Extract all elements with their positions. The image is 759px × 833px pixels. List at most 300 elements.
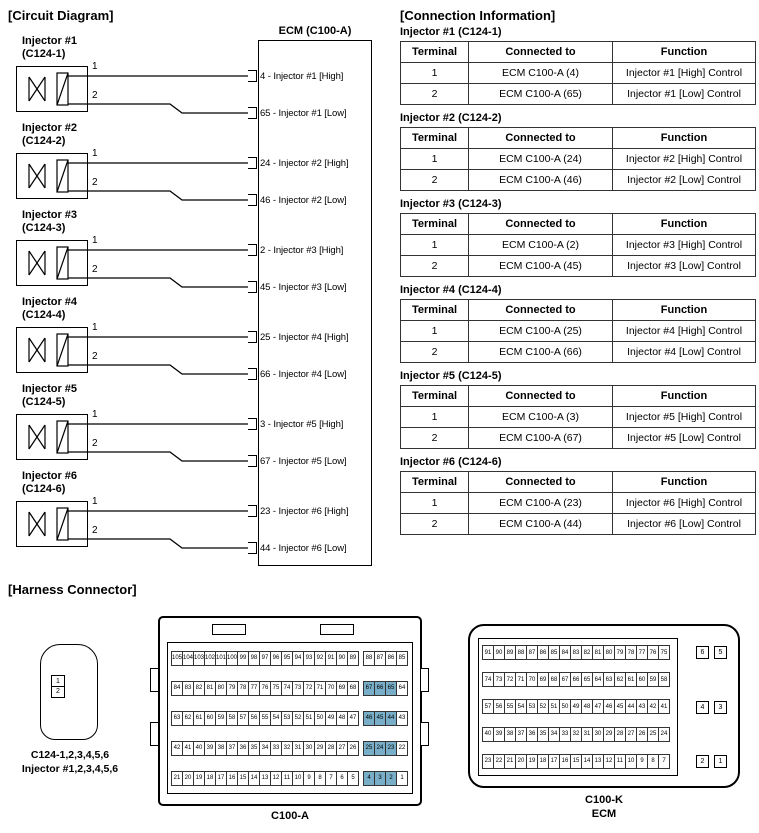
- pin-34: 34: [259, 741, 271, 756]
- column-header: Function: [613, 300, 756, 321]
- c100a-top-tab: [212, 624, 246, 635]
- table-cell: ECM C100-A (24): [469, 149, 613, 170]
- pin-10: 10: [625, 754, 637, 769]
- pin-77: 77: [248, 681, 260, 696]
- table-cell: ECM C100-A (67): [469, 428, 613, 449]
- connection-table-group: [400, 456, 756, 535]
- terminal-2-label: 2: [92, 177, 98, 188]
- pin-bracket-icon: [248, 70, 257, 82]
- c100a-side-tab: [150, 722, 159, 746]
- injector-symbol: [16, 153, 88, 199]
- pin-75: 75: [658, 645, 670, 660]
- injector-symbol: [16, 66, 88, 112]
- c100a-side-tab: [150, 668, 159, 692]
- table-cell: ECM C100-A (25): [469, 321, 613, 342]
- pin-80: 80: [603, 645, 615, 660]
- c100k-caption-ecm: ECM: [591, 808, 617, 820]
- table-cell: Injector #4 [Low] Control: [613, 342, 756, 363]
- connection-table: [400, 41, 756, 105]
- pin-bracket-icon: [248, 368, 257, 380]
- ecm-pin: [248, 156, 349, 170]
- connection-table-title: Injector #4 (C124-4): [400, 284, 502, 296]
- pin-20: 20: [182, 771, 194, 786]
- terminal-2-label: 2: [92, 264, 98, 275]
- table-cell: ECM C100-A (2): [469, 235, 613, 256]
- pin-84: 84: [171, 681, 183, 696]
- pin-78: 78: [237, 681, 249, 696]
- c100k-pin-row: [482, 754, 674, 769]
- table-cell: Injector #2 [High] Control: [613, 149, 756, 170]
- pin-79: 79: [226, 681, 238, 696]
- pin-21: 21: [504, 754, 516, 769]
- ecm-pin-label: 24 - Injector #2 [High]: [260, 157, 349, 169]
- pin-83: 83: [570, 645, 582, 660]
- pin-99: 99: [237, 651, 249, 666]
- connection-table: [400, 471, 756, 535]
- pin-103: 103: [193, 651, 205, 666]
- c100k-side-pins: [696, 646, 727, 768]
- ecm-pin: [248, 454, 347, 468]
- injector-coil-icon: [16, 414, 88, 460]
- table-cell: 1: [401, 63, 469, 84]
- pin-89: 89: [347, 651, 359, 666]
- injector-symbol: [16, 501, 88, 547]
- pin-86: 86: [537, 645, 549, 660]
- ecm-pin-label: 25 - Injector #4 [High]: [260, 331, 349, 343]
- table-cell: Injector #6 [High] Control: [613, 493, 756, 514]
- pin-71: 71: [314, 681, 326, 696]
- pin-62: 62: [182, 711, 194, 726]
- pin-87: 87: [526, 645, 538, 660]
- pin-56: 56: [248, 711, 260, 726]
- pin-bracket-icon: [248, 107, 257, 119]
- pin-57: 57: [237, 711, 249, 726]
- injector-coil-icon: [16, 153, 88, 199]
- pin-bracket-icon: [248, 331, 257, 343]
- injector-symbol: [16, 414, 88, 460]
- table-cell: ECM C100-A (3): [469, 407, 613, 428]
- pin-bracket-icon: [248, 505, 257, 517]
- pin-91: 91: [325, 651, 337, 666]
- pin-73: 73: [292, 681, 304, 696]
- pin-47: 47: [592, 699, 604, 714]
- injector-label: Injector #1 (C124-1): [22, 35, 78, 60]
- connection-table-title: Injector #2 (C124-2): [400, 112, 502, 124]
- ecm-pin-label: 23 - Injector #6 [High]: [260, 505, 349, 517]
- pin-55: 55: [504, 699, 516, 714]
- ecm-pin-label: 4 - Injector #1 [High]: [260, 70, 344, 82]
- pin-8: 8: [647, 754, 659, 769]
- connection-table-group: [400, 284, 756, 363]
- connection-table-title: Injector #1 (C124-1): [400, 26, 502, 38]
- table-cell: 2: [401, 170, 469, 191]
- table-cell: 2: [401, 428, 469, 449]
- pin-15: 15: [237, 771, 249, 786]
- connection-table-title: Injector #3 (C124-3): [400, 198, 502, 210]
- connection-tables: [400, 26, 756, 542]
- pin-43: 43: [636, 699, 648, 714]
- pin-66: 66: [374, 681, 386, 696]
- c124-caption-line1: C124-1,2,3,4,5,6: [30, 749, 110, 761]
- injector-symbol: [16, 240, 88, 286]
- table-cell: Injector #1 [Low] Control: [613, 84, 756, 105]
- pin-54: 54: [270, 711, 282, 726]
- table-cell: Injector #3 [Low] Control: [613, 256, 756, 277]
- pin-49: 49: [325, 711, 337, 726]
- pin-8: 8: [314, 771, 326, 786]
- pin-62: 62: [614, 672, 626, 687]
- ecm-pin-label: 67 - Injector #5 [Low]: [260, 455, 347, 467]
- pin-7: 7: [658, 754, 670, 769]
- pin-15: 15: [570, 754, 582, 769]
- column-header: Terminal: [401, 472, 469, 493]
- c100a-side-tab: [420, 722, 429, 746]
- pin-31: 31: [292, 741, 304, 756]
- c124-caption: [0, 748, 140, 776]
- pin-27: 27: [625, 727, 637, 742]
- c100k-caption: C100-K: [585, 794, 623, 806]
- injector-label: Injector #5 (C124-5): [22, 383, 78, 408]
- pin-27: 27: [336, 741, 348, 756]
- table-cell: ECM C100-A (45): [469, 256, 613, 277]
- pin-53: 53: [526, 699, 538, 714]
- pin-81: 81: [592, 645, 604, 660]
- pin-83: 83: [182, 681, 194, 696]
- connection-table: [400, 385, 756, 449]
- pin-61: 61: [625, 672, 637, 687]
- terminal-2-label: 2: [92, 351, 98, 362]
- pin-13: 13: [592, 754, 604, 769]
- pin-6: 6: [696, 646, 709, 659]
- terminal-2-label: 2: [92, 525, 98, 536]
- table-cell: Injector #1 [High] Control: [613, 63, 756, 84]
- pin-90: 90: [493, 645, 505, 660]
- pin-11: 11: [281, 771, 293, 786]
- table-cell: ECM C100-A (23): [469, 493, 613, 514]
- table-cell: Injector #5 [Low] Control: [613, 428, 756, 449]
- pin-26: 26: [636, 727, 648, 742]
- ecm-pin-label: 45 - Injector #3 [Low]: [260, 281, 347, 293]
- pin-11: 11: [614, 754, 626, 769]
- pin-54: 54: [515, 699, 527, 714]
- pin-55: 55: [259, 711, 271, 726]
- pin-2: 2: [696, 755, 709, 768]
- pin-69: 69: [537, 672, 549, 687]
- pin-44: 44: [385, 711, 397, 726]
- table-cell: Injector #3 [High] Control: [613, 235, 756, 256]
- pin-19: 19: [193, 771, 205, 786]
- ecm-pin: [248, 417, 343, 431]
- ecm-pin-label: 2 - Injector #3 [High]: [260, 244, 344, 256]
- pin-76: 76: [259, 681, 271, 696]
- column-header: Function: [613, 472, 756, 493]
- pin-84: 84: [559, 645, 571, 660]
- ecm-pin: [248, 243, 343, 257]
- ecm-pin: [248, 280, 347, 294]
- column-header: Connected to: [469, 42, 613, 63]
- pin-9: 9: [303, 771, 315, 786]
- ecm-title: ECM (C100-A): [278, 25, 352, 37]
- pin-74: 74: [281, 681, 293, 696]
- pin-2: 2: [385, 771, 397, 786]
- pin-63: 63: [171, 711, 183, 726]
- c100a-side-tab: [420, 668, 429, 692]
- pin-69: 69: [336, 681, 348, 696]
- pin-100: 100: [226, 651, 238, 666]
- pin-70: 70: [526, 672, 538, 687]
- pin-18: 18: [204, 771, 216, 786]
- ecm-pin: [248, 106, 347, 120]
- pin-bracket-icon: [248, 281, 257, 293]
- pin-105: 105: [171, 651, 183, 666]
- pin-57: 57: [482, 699, 494, 714]
- injector-block-3: [14, 209, 149, 289]
- pin-88: 88: [363, 651, 375, 666]
- c100a-caption: C100-A: [271, 810, 309, 822]
- pin-28: 28: [614, 727, 626, 742]
- injector-symbol: [16, 327, 88, 373]
- ecm-pin: [248, 330, 349, 344]
- pin-52: 52: [537, 699, 549, 714]
- table-cell: 2: [401, 342, 469, 363]
- pin-52: 52: [292, 711, 304, 726]
- pin-41: 41: [182, 741, 194, 756]
- column-header: Connected to: [469, 472, 613, 493]
- c124-caption-line2: Injector #1,2,3,4,5,6: [21, 763, 119, 775]
- pin-23: 23: [385, 741, 397, 756]
- terminal-1-label: 1: [92, 322, 98, 333]
- column-header: Connected to: [469, 214, 613, 235]
- injector-coil-icon: [16, 240, 88, 286]
- pin-61: 61: [193, 711, 205, 726]
- pin-5: 5: [714, 646, 727, 659]
- connection-table: [400, 127, 756, 191]
- c100k-pin-row: [482, 699, 674, 714]
- terminal-1-label: 1: [92, 148, 98, 159]
- pin-40: 40: [482, 727, 494, 742]
- pin-75: 75: [270, 681, 282, 696]
- pin-30: 30: [592, 727, 604, 742]
- pin-10: 10: [292, 771, 304, 786]
- injector-coil-icon: [16, 501, 88, 547]
- pin-29: 29: [603, 727, 615, 742]
- c124-pin-1: 1: [51, 675, 65, 687]
- pin-25: 25: [647, 727, 659, 742]
- connection-table-group: [400, 26, 756, 105]
- pin-48: 48: [336, 711, 348, 726]
- connection-table-group: [400, 112, 756, 191]
- pin-82: 82: [581, 645, 593, 660]
- pin-50: 50: [314, 711, 326, 726]
- pin-88: 88: [515, 645, 527, 660]
- pin-43: 43: [396, 711, 408, 726]
- ecm-pin-label: 44 - Injector #6 [Low]: [260, 542, 347, 554]
- pin-89: 89: [504, 645, 516, 660]
- pin-35: 35: [248, 741, 260, 756]
- pin-68: 68: [347, 681, 359, 696]
- terminal-2-label: 2: [92, 438, 98, 449]
- pin-65: 65: [385, 681, 397, 696]
- c124-connector-drawing: [40, 644, 98, 740]
- table-cell: Injector #5 [High] Control: [613, 407, 756, 428]
- table-cell: ECM C100-A (65): [469, 84, 613, 105]
- pin-36: 36: [526, 727, 538, 742]
- c100a-pin-grid: [167, 642, 413, 794]
- pin-63: 63: [603, 672, 615, 687]
- c124-pinbox: [51, 675, 65, 698]
- column-header: Function: [613, 128, 756, 149]
- pin-87: 87: [374, 651, 386, 666]
- pin-16: 16: [559, 754, 571, 769]
- c100k-side-pair: [696, 701, 727, 714]
- pin-48: 48: [581, 699, 593, 714]
- injector-label: Injector #4 (C124-4): [22, 296, 78, 321]
- table-cell: 2: [401, 514, 469, 535]
- pin-85: 85: [396, 651, 408, 666]
- pin-45: 45: [374, 711, 386, 726]
- c100k-pin-grid: [478, 638, 678, 776]
- table-cell: Injector #6 [Low] Control: [613, 514, 756, 535]
- pin-64: 64: [592, 672, 604, 687]
- table-cell: 1: [401, 407, 469, 428]
- pin-36: 36: [237, 741, 249, 756]
- pin-14: 14: [581, 754, 593, 769]
- pin-77: 77: [636, 645, 648, 660]
- injector-label: Injector #3 (C124-3): [22, 209, 78, 234]
- table-cell: 1: [401, 493, 469, 514]
- table-cell: ECM C100-A (66): [469, 342, 613, 363]
- c100a-pin-row: [171, 651, 409, 666]
- c100a-pin-row: [171, 711, 409, 726]
- table-cell: 2: [401, 256, 469, 277]
- table-cell: 1: [401, 149, 469, 170]
- terminal-1-label: 1: [92, 496, 98, 507]
- table-cell: ECM C100-A (44): [469, 514, 613, 535]
- c100k-side-pair: [696, 755, 727, 768]
- ecm-pin-label: 3 - Injector #5 [High]: [260, 418, 344, 430]
- injector-block-5: [14, 383, 149, 463]
- pin-7: 7: [325, 771, 337, 786]
- pin-80: 80: [215, 681, 227, 696]
- pin-45: 45: [614, 699, 626, 714]
- pin-37: 37: [226, 741, 238, 756]
- connection-table-group: [400, 370, 756, 449]
- circuit-diagram-section-title: [Circuit Diagram]: [8, 8, 114, 23]
- pin-13: 13: [259, 771, 271, 786]
- pin-78: 78: [625, 645, 637, 660]
- pin-33: 33: [270, 741, 282, 756]
- pin-93: 93: [303, 651, 315, 666]
- pin-5: 5: [347, 771, 359, 786]
- table-cell: Injector #2 [Low] Control: [613, 170, 756, 191]
- pin-19: 19: [526, 754, 538, 769]
- pin-3: 3: [714, 701, 727, 714]
- pin-41: 41: [658, 699, 670, 714]
- injector-coil-icon: [16, 66, 88, 112]
- connection-table-title: Injector #5 (C124-5): [400, 370, 502, 382]
- pin-72: 72: [303, 681, 315, 696]
- column-header: Function: [613, 42, 756, 63]
- c100k-side-pair: [696, 646, 727, 659]
- pin-bracket-icon: [248, 157, 257, 169]
- pin-38: 38: [504, 727, 516, 742]
- pin-42: 42: [647, 699, 659, 714]
- pin-17: 17: [548, 754, 560, 769]
- pin-bracket-icon: [248, 194, 257, 206]
- pin-25: 25: [363, 741, 375, 756]
- pin-4: 4: [696, 701, 709, 714]
- pin-37: 37: [515, 727, 527, 742]
- column-header: Terminal: [401, 128, 469, 149]
- pin-46: 46: [603, 699, 615, 714]
- pin-81: 81: [204, 681, 216, 696]
- pin-23: 23: [482, 754, 494, 769]
- pin-96: 96: [270, 651, 282, 666]
- column-header: Connected to: [469, 386, 613, 407]
- pin-40: 40: [193, 741, 205, 756]
- pin-72: 72: [504, 672, 516, 687]
- terminal-2-label: 2: [92, 90, 98, 101]
- pin-34: 34: [548, 727, 560, 742]
- pin-32: 32: [281, 741, 293, 756]
- pin-14: 14: [248, 771, 260, 786]
- table-cell: Injector #4 [High] Control: [613, 321, 756, 342]
- pin-70: 70: [325, 681, 337, 696]
- pin-76: 76: [647, 645, 659, 660]
- column-header: Function: [613, 386, 756, 407]
- pin-50: 50: [559, 699, 571, 714]
- pin-59: 59: [215, 711, 227, 726]
- pin-bracket-icon: [248, 455, 257, 467]
- pin-58: 58: [226, 711, 238, 726]
- pin-16: 16: [226, 771, 238, 786]
- pin-101: 101: [215, 651, 227, 666]
- pin-67: 67: [363, 681, 375, 696]
- pin-9: 9: [636, 754, 648, 769]
- ecm-pin: [248, 541, 347, 555]
- pin-60: 60: [636, 672, 648, 687]
- connection-information-section-title: [Connection Information]: [400, 8, 556, 23]
- column-header: Terminal: [401, 300, 469, 321]
- table-cell: ECM C100-A (46): [469, 170, 613, 191]
- ecm-pin-label: 66 - Injector #4 [Low]: [260, 368, 347, 380]
- pin-51: 51: [548, 699, 560, 714]
- pin-18: 18: [537, 754, 549, 769]
- pin-53: 53: [281, 711, 293, 726]
- column-header: Terminal: [401, 214, 469, 235]
- ecm-pin-label: 46 - Injector #2 [Low]: [260, 194, 347, 206]
- pin-6: 6: [336, 771, 348, 786]
- pin-42: 42: [171, 741, 183, 756]
- ecm-pin: [248, 69, 343, 83]
- column-header: Connected to: [469, 300, 613, 321]
- pin-47: 47: [347, 711, 359, 726]
- pin-66: 66: [570, 672, 582, 687]
- pin-46: 46: [363, 711, 375, 726]
- column-header: Connected to: [469, 128, 613, 149]
- pin-95: 95: [281, 651, 293, 666]
- pin-29: 29: [314, 741, 326, 756]
- pin-59: 59: [647, 672, 659, 687]
- pin-102: 102: [204, 651, 216, 666]
- pin-31: 31: [581, 727, 593, 742]
- table-cell: ECM C100-A (4): [469, 63, 613, 84]
- pin-39: 39: [493, 727, 505, 742]
- pin-bracket-icon: [248, 542, 257, 554]
- terminal-1-label: 1: [92, 235, 98, 246]
- harness-connector-section-title: [Harness Connector]: [8, 582, 137, 597]
- pin-33: 33: [559, 727, 571, 742]
